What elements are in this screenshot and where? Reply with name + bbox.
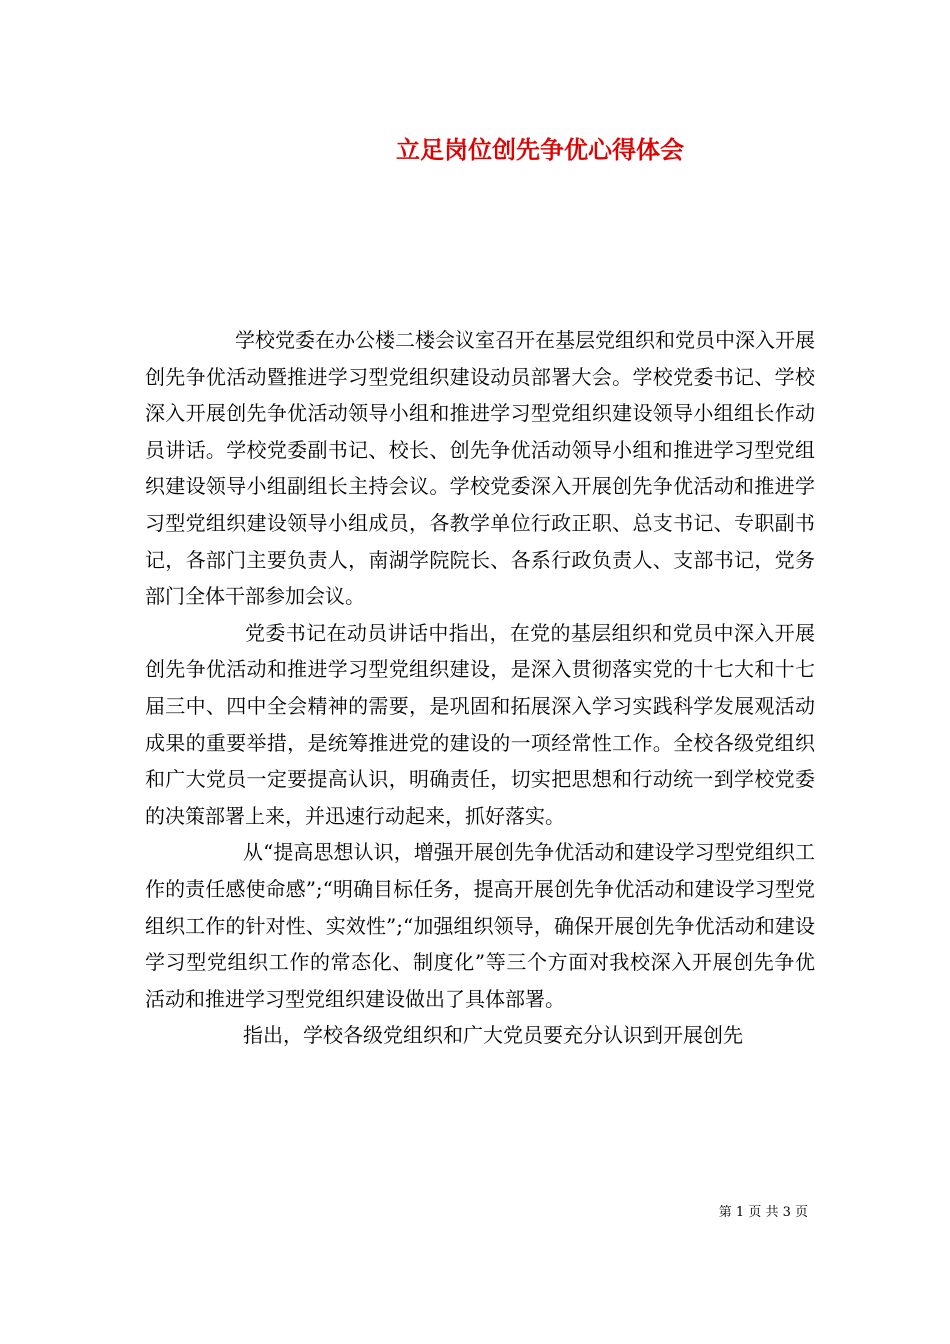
page-footer: 第 1 页 共 3 页 [718, 1205, 808, 1220]
document-body [145, 322, 815, 1054]
paragraph: 从“提高思想认识，增强开展创先争优活动和建设学习型党组织工作的责任感使命感”;“明确目标任务，提高开展创先争优活动和建设学习型党组织工作的针对性、实效性”;“加强组织领导，确保开展创先争优活动和建设学习型党组织工作的常态化、制度化”等三个方面对我校深入开展创先争优活动和推进学习型党组织建设做出了具体部署。 [145, 840, 815, 1011]
paragraph: 指出，学校各级党组织和广大党员要充分认识到开展创先 [243, 1023, 743, 1048]
paragraph: 党委书记在动员讲话中指出，在党的基层组织和党员中深入开展创先争优活动和推进学习型党组织建设，是深入贯彻落实党的十七大和十七届三中、四中全会精神的需要，是巩固和拓展深入学习实践科学发展观活动成果的重要举措，是统筹推进党的建设的一项经常性工作。全校各级党组织和广大党员一定要提高认识，明确责任，切实把思想和行动统一到学校党委的决策部署上来，并迅速行动起来，抓好落实。 [145, 620, 815, 828]
document-title: 立足岗位创先争优心得体会 [396, 135, 684, 164]
paragraph: 学校党委在办公楼二楼会议室召开在基层党组织和党员中深入开展创先争优活动暨推进学习型党组织建设动员部署大会。学校党委书记、学校深入开展创先争优活动领导小组和推进学习型党组织建设领导小组组长作动员讲话。学校党委副书记、校长、创先争优活动领导小组和推进学习型党组织建设领导小组副组长主持会议。学校党委深入开展创先争优活动和推进学习型党组织建设领导小组成员，各教学单位行政正职、总支书记、专职副书记，各部门主要负责人，南湖学院院长、各系行政负责人、支部书记，党务部门全体干部参加会议。 [145, 328, 815, 609]
